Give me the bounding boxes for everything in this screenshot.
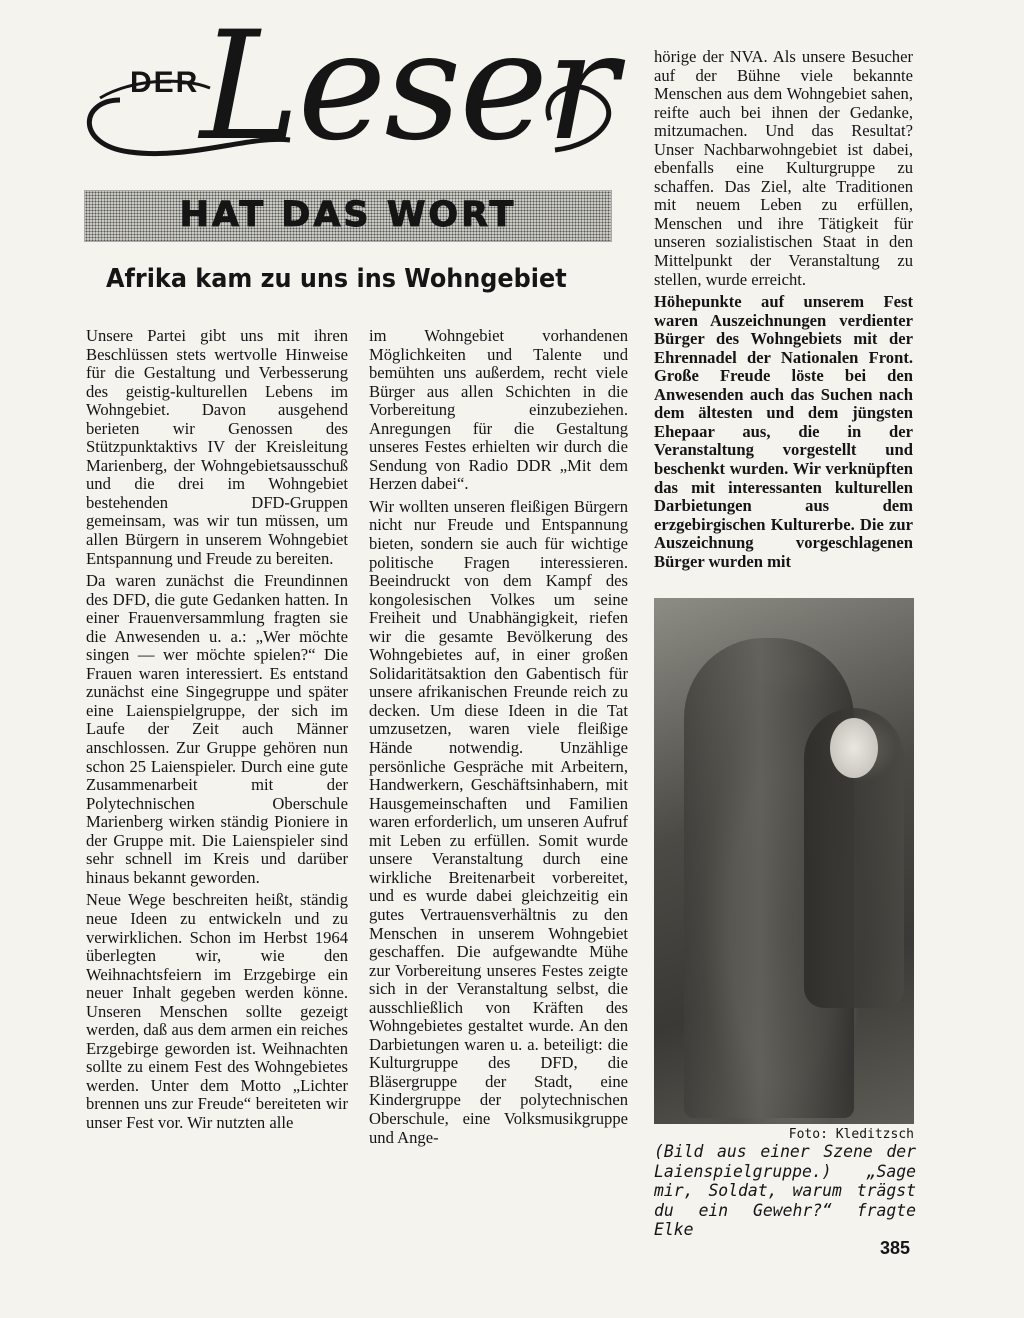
- paragraph: hörige der NVA. Als unsere Besucher auf der Bühne viele bekannte Menschen aus dem Wohngebiet sahen, reifte auch bei ihnen der Gedanke, mitzumachen. Und das Resultat? Unser Nachbarwohngebiet ist dabei, ebenfalls eine Kulturgruppe zu schaffen. Das Ziel, alte Traditionen mit neuem Leben zu erfüllen, Menschen und ihre Tätigkeit für unseren sozialistischen Staat in den Mittelpunkt der Veranstaltung zu stellen, wurde erreicht.: [654, 47, 913, 289]
- paragraph: Da waren zunächst die Freundinnen des DFD, die gute Gedanken hatten. In einer Frauenversammlung fragten sie die Anwesenden u. a.: „Wer möchte singen — wer möchte spielen?“ Die Frauen waren interessiert. Es entstand zunächst eine Singegruppe und später eine Laienspielgruppe, der sich im Laufe der Zeit auch Männer anschlossen. Zur Gruppe gehören nun schon 25 Laienspieler. Durch eine gute Zusammenarbeit mit der Polytechnischen Oberschule Marienberg wirken ständig Pioniere in der Gruppe mit. Die Laienspieler sind sehr schnell im Kreis und darüber hinaus bekannt geworden.: [86, 571, 348, 887]
- article-column-2: [369, 327, 628, 1151]
- photo-face: [830, 718, 878, 778]
- photo-caption: (Bild aus einer Szene der Laienspielgruppe.) „Sage mir, Soldat, warum trägst du ein Gewehr?“ fragte Elke: [654, 1142, 916, 1239]
- article-column-3: [654, 48, 913, 575]
- masthead: [70, 0, 625, 240]
- paragraph: im Wohngebiet vorhandenen Möglichkeiten und Talente und bemühten uns außerdem, recht viele Bürger aus allen Schichten in die Vorbereitung einzubeziehen. Anregungen für die Gestaltung unseres Festes erhielten wir durch die Sendung von Radio DDR „Mit dem Herzen dabei“.: [369, 326, 628, 494]
- masthead-band-text: HAT DAS WORT: [179, 195, 517, 235]
- masthead-band: [84, 190, 612, 242]
- paragraph: Wir wollten unseren fleißigen Bürgern nicht nur Freude und Entspannung bieten, sondern sie auch für wichtige politische Fragen interessieren. Beeindruckt von dem Kampf des kongolesischen Volkes um seine Freiheit und Unabhängigkeit, riefen wir die gesamte Bevölkerung des Wohngebietes auf, in einer großen Solidaritätsaktion den Gabentisch für unsere afrikanischen Freunde reich zu decken. Um diese Ideen in die Tat umzusetzen, waren viele fleißige Hände notwendig. Unzählige persönliche Gespräche mit Arbeitern, Handwerkern, Geschäftsinhabern, mit Hausgemeinschaften und Familien waren erforderlich, um unseren Aufruf mit Leben zu erfüllen. Somit wurde unsere Veranstaltung durch eine wirkliche Breitenarbeit vorbereitet, und es wurde dabei gleichzeitig ein gutes Vertrauensverhältnis zu den Menschen in unserem Wohngebiet geschaffen. Die aufgewandte Mühe zur Vorbereitung unseres Festes zeigte sich in der Veranstaltung selbst, die ausschließlich von Kräften des Wohngebietes gestaltet wurde. An den Darbietungen waren u. a. beteiligt: die Kulturgruppe des DFD, die Bläsergruppe der Stadt, eine Kindergruppe der polytechnischen Oberschule, eine Volksmusikgruppe und Ange-: [369, 496, 628, 1147]
- photo-credit: Foto: Kleditzsch: [788, 1127, 914, 1142]
- page-number: 385: [880, 1238, 911, 1258]
- paragraph-bold: Höhepunkte auf unserem Fest waren Auszeichnungen verdienter Bürger des Wohngebiets mit der Ehrennadel der Nationalen Front. Große Freude löste bei den Anwesenden auch das Suchen nach dem ältesten und dem jüngsten Ehepaar aus, die in der Veranstaltung vorgestellt und beschenkt wurden. Wir verknüpften das mit interessanten kulturellen Darbietungen aus dem erzgebirgischen Kulturerbe. Die zur Auszeichnung vorgeschlagenen Bürger wurden mit: [654, 292, 913, 571]
- paragraph: Neue Wege beschreiten heißt, ständig neue Ideen zu entwickeln und zu verwirklichen. Schon im Herbst 1964 überlegten wir, wie den Weihnachtsfeiern im Erzgebirge ein neuer Inhalt gegeben werden könne. Unseren Menschen sollte gezeigt werden, daß aus dem armen ein reiches Erzgebirge geworden ist. Weihnachten sollte zu einem Fest des Wohngebietes werden. Unter dem Motto „Lichter brennen uns zur Freude“ bereiteten wir unser Fest vor. Wir nutzten alle: [86, 890, 348, 1132]
- article-column-1: [86, 327, 348, 1137]
- paragraph: Unsere Partei gibt uns mit ihren Beschlüssen stets wertvolle Hinweise für die Gestaltung und Verbesserung des geistig-kulturellen Lebens im Wohngebiet. Davon ausgehend berieten wir Genossen des Stützpunktaktivs IV der Kreisleitung Marienberg, der Wohngebietsausschuß und die drei im Wohngebiet bestehenden DFD-Gruppen gemeinsam, was wir tun müssen, um allen Bürgern in unserem Wohngebiet Entspannung und Freude zu bereiten.: [86, 326, 348, 568]
- masthead-der: DER: [130, 66, 200, 99]
- masthead-script-title: Leser: [200, 0, 616, 174]
- article-photo: [654, 598, 914, 1124]
- article-headline: Afrika kam zu uns ins Wohngebiet: [106, 264, 567, 294]
